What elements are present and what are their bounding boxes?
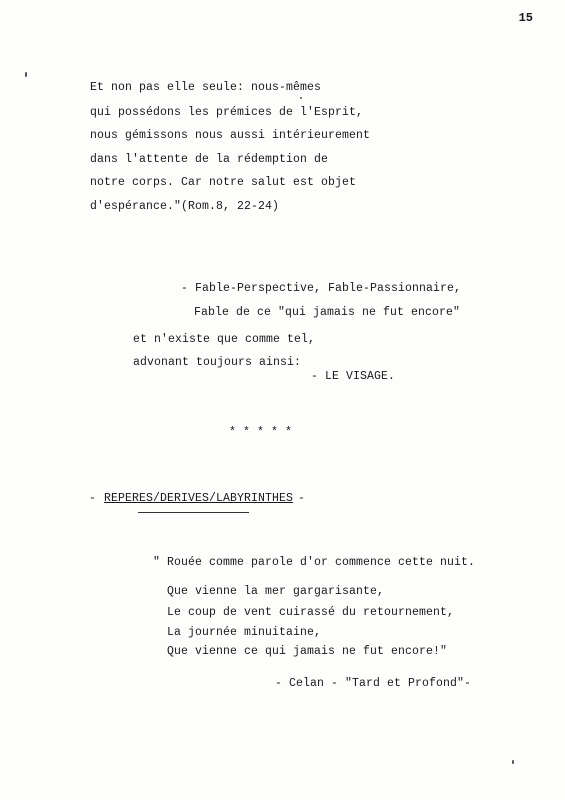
fable-line: et n'existe que comme tel, xyxy=(133,333,316,346)
quote-citation: d'espérance."(Rom.8, 22-24) xyxy=(90,200,280,213)
quote-line: qui possédons les prémices de l'Esprit, xyxy=(90,106,364,119)
heading-double-rule xyxy=(138,512,249,513)
fable-line: advonant toujours ainsi: xyxy=(133,356,302,369)
quote-line: Et non pas elle seule: nous-mêmes xyxy=(90,81,322,94)
fable-signature: - LE VISAGE. xyxy=(311,370,396,383)
scan-speck xyxy=(25,72,27,77)
poem-line: Le coup de vent cuirassé du retournement, xyxy=(167,606,455,619)
fable-line: Fable de ce "qui jamais ne fut encore" xyxy=(194,306,461,319)
heading-dash-right: - xyxy=(298,492,306,505)
scan-speck xyxy=(512,760,514,764)
page-number: 15 xyxy=(518,11,533,25)
heading-dash-left: - xyxy=(89,492,97,505)
poem-opening: " Rouée comme parole d'or commence cette nuit. xyxy=(153,556,476,569)
quote-line: dans l'attente de la rédemption de xyxy=(90,153,329,166)
quote-line: notre corps. Car notre salut est objet xyxy=(90,176,357,189)
poem-line: La journée minuitaine, xyxy=(167,626,322,639)
section-separator: * * * * * xyxy=(229,426,293,439)
scan-speck xyxy=(300,97,302,99)
poem-attribution: - Celan - "Tard et Profond"- xyxy=(275,677,472,690)
fable-line: - Fable-Perspective, Fable-Passionnaire, xyxy=(181,282,462,295)
quote-line: nous gémissons nous aussi intérieurement xyxy=(90,129,371,142)
poem-line: Que vienne ce qui jamais ne fut encore!" xyxy=(167,645,448,658)
section-title: REPERES/DERIVES/LABYRINTHES xyxy=(104,492,294,505)
poem-line: Que vienne la mer gargarisante, xyxy=(167,585,385,598)
